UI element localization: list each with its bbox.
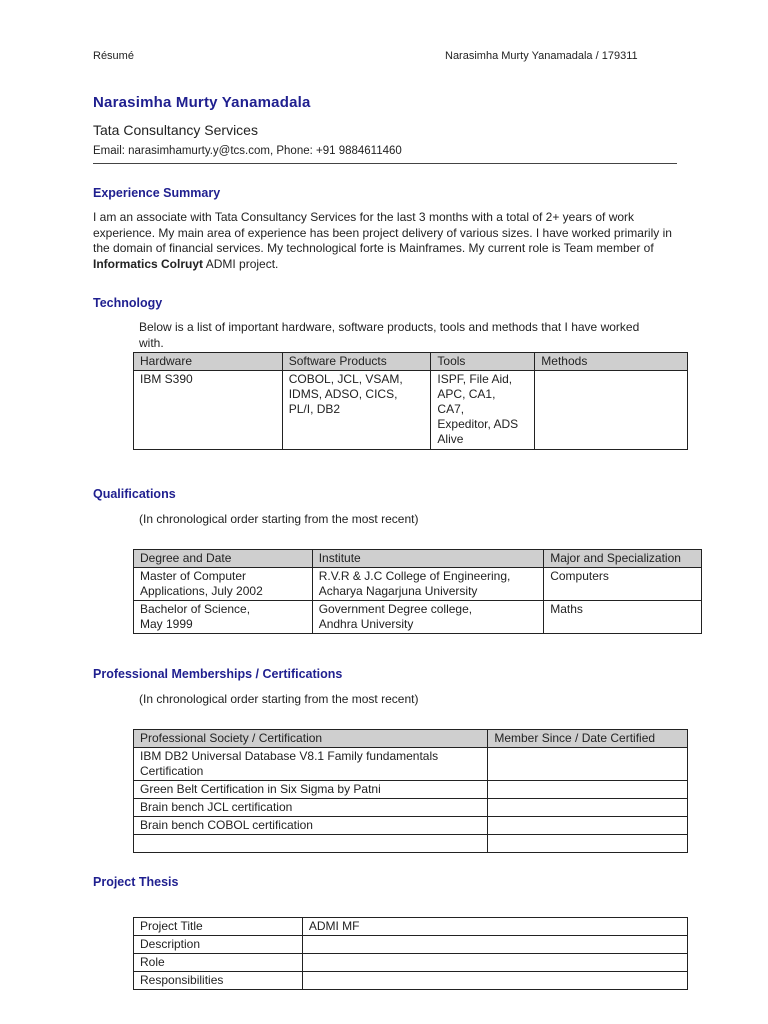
table-cell: Master of Computer Applications, July 2002 [134, 568, 313, 601]
experience-summary-heading: Experience Summary [93, 186, 221, 200]
table-row [134, 918, 688, 936]
table-row [134, 835, 688, 853]
table-header-cell: Hardware [134, 353, 283, 371]
table-cell [488, 781, 688, 799]
table-cell: Maths [544, 601, 702, 634]
table-cell: ADMI MF [302, 918, 687, 936]
experience-summary-text: I am an associate with Tata Consultancy Services for the last 3 months with a total of 2+ years of work experience. My main area of experience has been project delivery of various sizes. I have worked primarily in the domain of financial services. My technological forte is Mainframes. My current role is Team member of Informatics Colruyt ADMI project. [93, 210, 672, 271]
company-name: Tata Consultancy Services [93, 122, 258, 138]
table-cell [134, 835, 488, 853]
table-cell: IBM DB2 Universal Database V8.1 Family fundamentals Certification [134, 748, 488, 781]
project-client-name: Informatics Colruyt [93, 256, 204, 271]
table-cell: Brain bench COBOL certification [134, 817, 488, 835]
table-cell [488, 748, 688, 781]
header-doc-owner: Narasimha Murty Yanamadala / 179311 [445, 50, 638, 62]
table-cell: R.V.R & J.C College of Engineering, Acharya Nagarjuna University [312, 568, 544, 601]
table-header-cell: Member Since / Date Certified [488, 730, 688, 748]
table-row [134, 748, 688, 781]
table-cell [488, 835, 688, 853]
table-header-cell: Institute [312, 550, 544, 568]
table-header-row [134, 550, 702, 568]
table-cell [302, 972, 687, 990]
table-cell [302, 936, 687, 954]
qualifications-note: (In chronological order starting from the most recent) [139, 512, 419, 526]
technology-heading: Technology [93, 296, 163, 310]
project-thesis-heading: Project Thesis [93, 875, 179, 889]
table-row [134, 954, 688, 972]
table-row [134, 936, 688, 954]
technology-table [133, 352, 688, 450]
table-header-cell: Software Products [282, 353, 431, 371]
qualifications-heading: Qualifications [93, 487, 176, 501]
table-row [134, 972, 688, 990]
table-cell: IBM S390 [134, 371, 283, 450]
table-header-row [134, 353, 688, 371]
table-cell: Green Belt Certification in Six Sigma by Patni [134, 781, 488, 799]
table-cell: Government Degree college, Andhra University [312, 601, 544, 634]
table-cell: Brain bench JCL certification [134, 799, 488, 817]
table-cell: Computers [544, 568, 702, 601]
memberships-table [133, 729, 688, 853]
header-divider [93, 163, 677, 164]
header-doc-type: Résumé [93, 50, 134, 62]
table-header-row [134, 730, 688, 748]
table-cell: Role [134, 954, 303, 972]
memberships-heading: Professional Memberships / Certifications [93, 667, 343, 681]
contact-info: Email: narasimhamurty.y@tcs.com, Phone: +91 9884611460 [93, 145, 402, 157]
qualifications-table [133, 549, 702, 634]
table-header-cell: Major and Specialization [544, 550, 702, 568]
table-row [134, 601, 702, 634]
table-cell: Description [134, 936, 303, 954]
table-row [134, 799, 688, 817]
table-cell: Responsibilities [134, 972, 303, 990]
table-header-cell: Tools [431, 353, 535, 371]
table-header-cell: Methods [535, 353, 688, 371]
table-row [134, 781, 688, 799]
table-header-cell: Professional Society / Certification [134, 730, 488, 748]
table-cell [488, 817, 688, 835]
table-cell [535, 371, 688, 450]
table-cell: ISPF, File Aid, APC, CA1, CA7, Expeditor, ADS Alive [431, 371, 535, 450]
technology-intro: Below is a list of important hardware, software products, tools and methods that I have worked with. [139, 320, 640, 350]
candidate-name: Narasimha Murty Yanamadala [93, 94, 311, 111]
table-cell: Bachelor of Science, May 1999 [134, 601, 313, 634]
table-cell [488, 799, 688, 817]
project-thesis-table [133, 917, 688, 990]
memberships-note: (In chronological order starting from the most recent) [139, 692, 419, 706]
table-cell: Project Title [134, 918, 303, 936]
table-cell: COBOL, JCL, VSAM, IDMS, ADSO, CICS, PL/I, DB2 [282, 371, 431, 450]
table-header-cell: Degree and Date [134, 550, 313, 568]
table-cell [302, 954, 687, 972]
table-row [134, 817, 688, 835]
table-row [134, 371, 688, 450]
table-row [134, 568, 702, 601]
